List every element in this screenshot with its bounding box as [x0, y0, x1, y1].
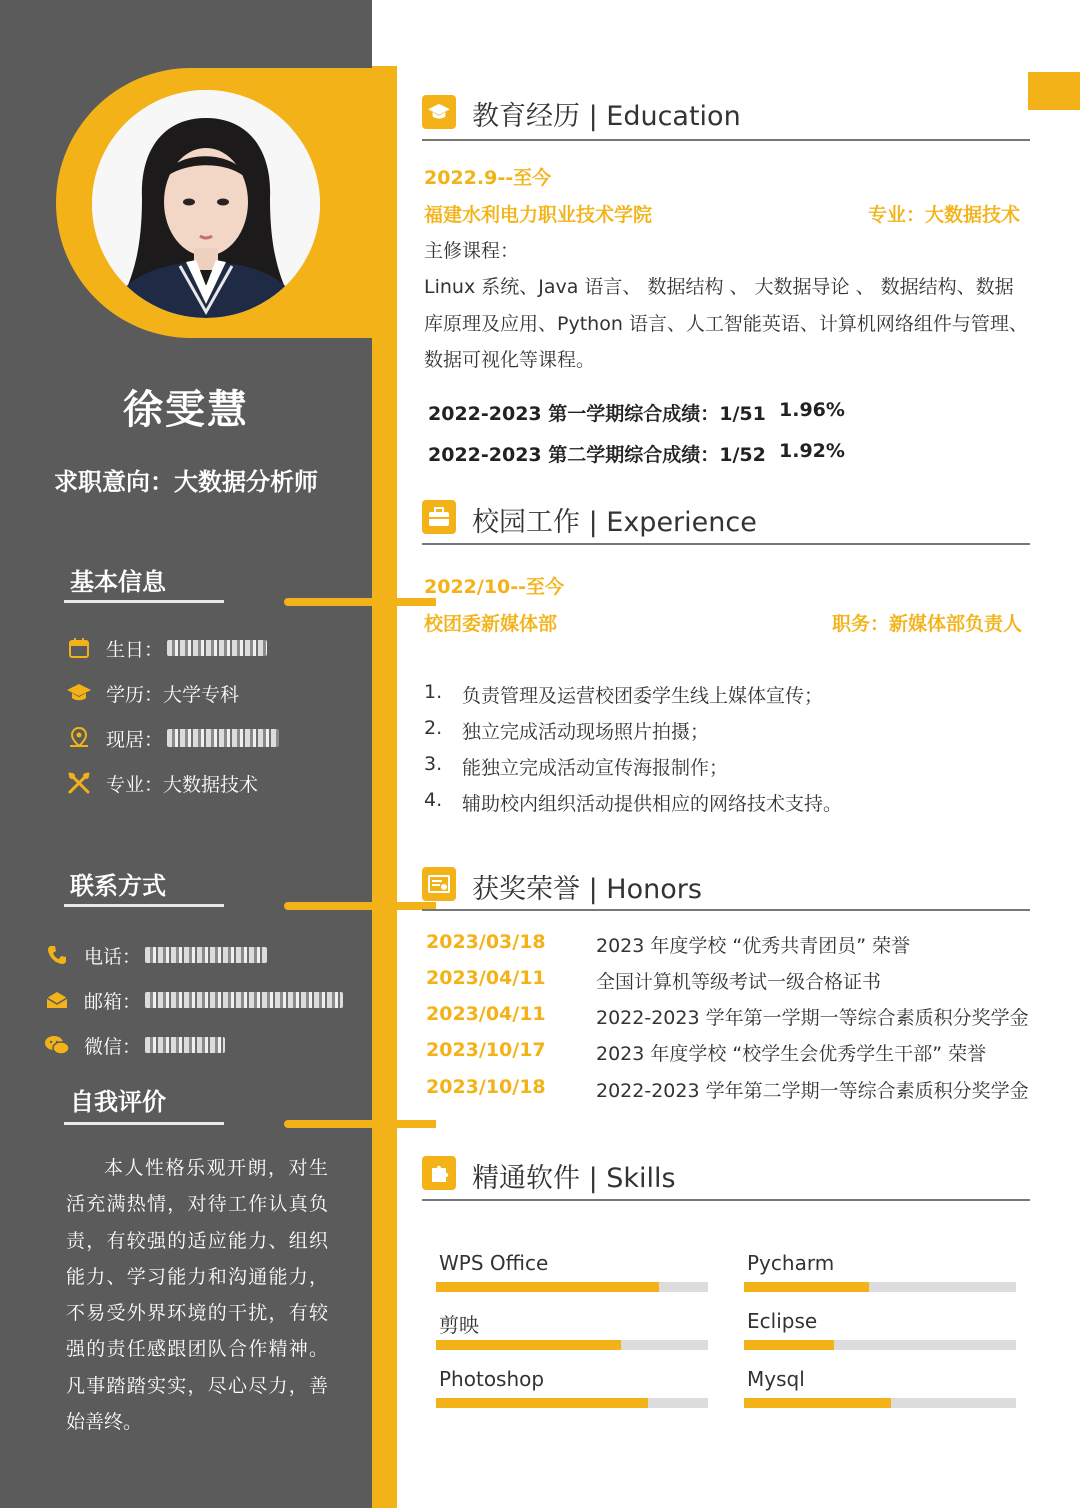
skill-bar-fill — [744, 1282, 869, 1292]
skill-bar — [436, 1398, 708, 1408]
skill-bar — [744, 1398, 1016, 1408]
contact-email-label: 邮箱： — [84, 990, 142, 1013]
score-pct: 1.96% — [779, 399, 845, 421]
experience-org: 校团委新媒体部 — [424, 613, 558, 635]
graduation-cap-icon — [422, 95, 456, 129]
calendar-icon — [66, 635, 92, 661]
education-date: 2022.9--至今 — [424, 167, 552, 189]
job-objective: 求职意向：大数据分析师 — [54, 468, 318, 496]
honor-text: 2022-2023 学年第二学期一等综合素质积分奖学金 — [596, 1080, 1029, 1102]
basic-info-rule — [64, 598, 372, 606]
info-major-label: 专业：大数据技术 — [106, 773, 259, 796]
score-pct: 1.92% — [779, 440, 845, 462]
skill-bar-fill — [436, 1340, 621, 1350]
duty-text: 负责管理及运营校团委学生线上媒体宣传； — [462, 685, 824, 707]
education-major: 专业：大数据技术 — [867, 204, 1020, 226]
experience-role: 职务：新媒体部负责人 — [831, 613, 1022, 635]
puzzle-icon — [422, 1156, 456, 1190]
honor-text: 全国计算机等级考试一级合格证书 — [596, 971, 882, 993]
score-term: 2022-2023 第一学期综合成绩：1/51 — [428, 403, 766, 425]
honors-rule — [422, 909, 1030, 911]
courses-line: Linux 系统、Java 语言、 数据结构 、 大数据导论 、 数据结构、数据 — [424, 276, 1014, 298]
duty-num: 3. — [424, 753, 443, 775]
skill-bar — [744, 1340, 1016, 1350]
honors-title: 获奖荣誉 | Honors — [472, 874, 702, 905]
avatar — [92, 90, 320, 318]
redacted-value — [145, 947, 267, 963]
education-rule — [422, 139, 1030, 141]
skill-name: 剪映 — [439, 1313, 479, 1337]
redacted-value — [167, 729, 279, 747]
info-birthday-label: 生日： — [106, 638, 164, 661]
self-eval-text: 本人性格乐观开朗，对生活充满热情，对待工作认真负责，有较强的适应能力、组织能力、学习能力和沟通能力，不易受外界环境的干扰，有较强的责任感跟团队合作精神。凡事踏踏实实，尽心尽力，善始善终。 — [66, 1157, 328, 1434]
wechat-icon — [44, 1032, 70, 1058]
info-residence — [66, 724, 279, 752]
contact-phone — [44, 941, 267, 969]
phone-icon — [44, 942, 70, 968]
info-major — [66, 769, 258, 797]
honor-date: 2023/10/18 — [426, 1076, 546, 1098]
certificate-icon — [422, 867, 456, 901]
score-term: 2022-2023 第二学期综合成绩：1/52 — [428, 444, 766, 466]
redacted-value — [167, 640, 267, 656]
graduation-cap-icon — [66, 680, 92, 706]
honor-text: 2023 年度学校 “校学生会优秀学生干部” 荣誉 — [596, 1043, 987, 1065]
skill-bar-fill — [436, 1282, 659, 1292]
skill-bar — [436, 1340, 708, 1350]
skill-bar-fill — [744, 1340, 834, 1350]
skill-name: Eclipse — [747, 1309, 818, 1333]
duty-text: 独立完成活动现场照片拍摄； — [462, 721, 710, 743]
basic-info-heading: 基本信息 — [70, 568, 166, 596]
redacted-value — [145, 1037, 225, 1053]
honor-date: 2023/04/11 — [426, 967, 546, 989]
skill-bar-fill — [436, 1398, 648, 1408]
info-residence-label: 现居： — [106, 728, 164, 751]
courses-label: 主修课程： — [424, 240, 520, 262]
experience-title: 校园工作 | Experience — [472, 507, 757, 538]
contact-phone-label: 电话： — [84, 945, 142, 968]
honor-text: 2022-2023 学年第一学期一等综合素质积分奖学金 — [596, 1007, 1029, 1029]
mail-icon — [44, 987, 70, 1013]
duty-text: 能独立完成活动宣传海报制作； — [462, 757, 729, 779]
skills-title: 精通软件 | Skills — [472, 1163, 676, 1194]
self-eval-rule — [64, 1120, 372, 1128]
skill-bar-fill — [744, 1398, 891, 1408]
info-education — [66, 679, 239, 707]
honor-date: 2023/03/18 — [426, 931, 546, 953]
duty-num: 4. — [424, 789, 443, 811]
duty-num: 1. — [424, 681, 443, 703]
experience-date: 2022/10--至今 — [424, 576, 565, 598]
education-school: 福建水利电力职业技术学院 — [424, 204, 653, 226]
honor-date: 2023/04/11 — [426, 1003, 546, 1025]
experience-rule — [422, 543, 1030, 545]
contact-wechat-label: 微信： — [84, 1035, 142, 1058]
location-pin-icon — [66, 725, 92, 751]
courses-line: 库原理及应用、Python 语言、人工智能英语、计算机网络组件与管理、 — [424, 313, 1028, 335]
redacted-value — [145, 992, 343, 1008]
corner-accent — [1028, 72, 1080, 110]
tools-icon — [66, 770, 92, 796]
skill-name: Pycharm — [747, 1251, 835, 1275]
briefcase-icon — [422, 500, 456, 534]
info-birthday — [66, 634, 267, 662]
self-eval-heading: 自我评价 — [70, 1088, 166, 1116]
contact-wechat — [44, 1031, 225, 1059]
skill-name: Mysql — [747, 1367, 805, 1391]
candidate-name: 徐雯慧 — [123, 387, 249, 433]
honor-text: 2023 年度学校 “优秀共青团员” 荣誉 — [596, 935, 911, 957]
skill-bar — [744, 1282, 1016, 1292]
honor-date: 2023/10/17 — [426, 1039, 546, 1061]
contact-email — [44, 986, 343, 1014]
skill-name: Photoshop — [439, 1367, 545, 1391]
duty-num: 2. — [424, 717, 443, 739]
info-education-label: 学历：大学专科 — [106, 683, 240, 706]
portrait-photo — [92, 90, 320, 318]
skills-rule — [422, 1199, 1030, 1201]
skill-bar — [436, 1282, 708, 1292]
duty-text: 辅助校内组织活动提供相应的网络技术支持。 — [462, 793, 843, 815]
courses-line: 数据可视化等课程。 — [424, 349, 596, 371]
contact-heading: 联系方式 — [70, 872, 166, 900]
skill-name: WPS Office — [439, 1251, 549, 1275]
education-title: 教育经历 | Education — [472, 101, 741, 132]
contact-rule — [64, 902, 372, 910]
